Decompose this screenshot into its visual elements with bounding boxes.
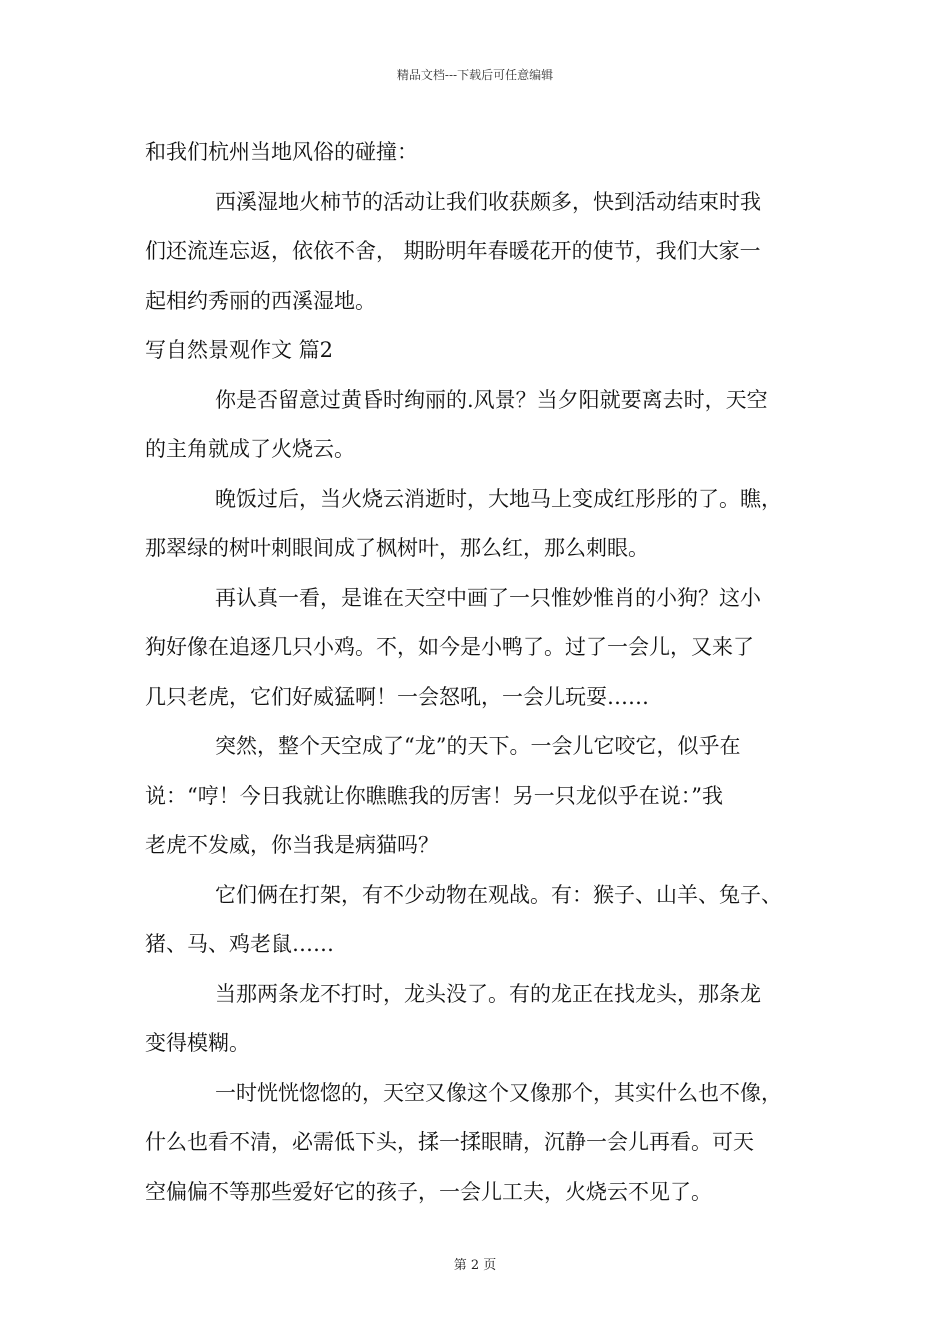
- page-number: 第 2 页: [453, 1258, 497, 1273]
- text-line: 变得模糊。: [145, 1031, 250, 1055]
- text-line: 和我们杭州当地风俗的碰撞：: [145, 140, 418, 164]
- text-line: 起相约秀丽的西溪湿地。: [145, 288, 376, 313]
- paragraph-first-line: 它们俩在打架，有不少动物在观战。有：猴子、山羊、兔子、: [215, 882, 782, 907]
- section-heading: 写自然景观作文 篇2: [145, 338, 334, 362]
- text-line: 们还流连忘返，依依不舍， 期盼明年春暖花开的使节，我们大家一: [145, 239, 761, 263]
- document-body: [145, 128, 810, 1217]
- paragraph-first-line: 再认真一看，是谁在天空中画了一只惟妙惟肖的小狗？这小: [215, 585, 761, 610]
- paragraph-first-line: 晚饭过后，当火烧云消逝时，大地马上变成红彤彤的了。瞧，: [215, 486, 782, 511]
- paragraph-first-line: 当那两条龙不打时，龙头没了。有的龙正在找龙头，那条龙: [215, 981, 761, 1006]
- text-line: 的主角就成了火烧云。: [145, 437, 355, 461]
- text-line: 狗好像在追逐几只小鸡。不，如今是小鸭了。过了一会儿，又来了: [145, 635, 754, 659]
- paragraph-first-line: 你是否留意过黄昏时绚丽的.风景？当夕阳就要离去时，天空: [215, 387, 768, 412]
- text-line: 说：“哼！今日我就让你瞧瞧我的厉害！另一只龙似乎在说：”我: [145, 783, 723, 808]
- paragraph-first-line: 西溪湿地火柿节的活动让我们收获颇多，快到活动结束时我: [215, 189, 761, 214]
- text-line: 那翠绿的树叶刺眼间成了枫树叶，那么红，那么刺眼。: [145, 536, 649, 560]
- text-line: 什么也看不清，必需低下头，揉一揉眼睛，沉静一会儿再看。可天: [145, 1130, 754, 1154]
- paragraph-first-line: 一时恍恍惚惚的，天空又像这个又像那个，其实什么也不像，: [215, 1080, 782, 1105]
- text-line: 猪、马、鸡老鼠……: [145, 932, 334, 956]
- text-line: 几只老虎，它们好威猛啊！一会怒吼，一会儿玩耍……: [145, 684, 649, 709]
- text-line: 老虎不发威，你当我是病猫吗？: [145, 833, 439, 857]
- paragraph-first-line: 突然，整个天空成了“龙”的天下。一会儿它咬它，似乎在: [215, 734, 741, 758]
- text-line: 空偏偏不等那些爱好它的孩子，一会儿工夫，火烧云不见了。: [145, 1179, 712, 1204]
- page-header: 精品文档---下载后可任意编辑: [396, 68, 554, 82]
